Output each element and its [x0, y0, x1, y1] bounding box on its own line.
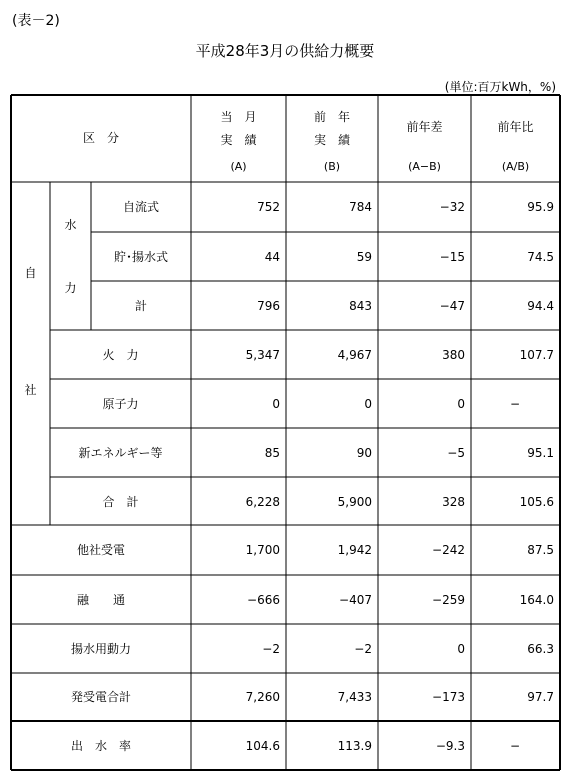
cell-ratio: 87.5: [527, 543, 554, 557]
header-ratio-line1: 前年比: [497, 120, 534, 134]
cell-prev: 5,900: [337, 495, 372, 509]
group-hydro-char1: 水: [64, 218, 77, 232]
row-label-run-of-river: 自流式: [122, 200, 159, 214]
cell-prev: 90: [356, 446, 372, 460]
row-label-interchange: 融 通: [76, 593, 125, 607]
cell-diff: −259: [432, 593, 465, 607]
cell-ratio: 74.5: [527, 250, 554, 264]
unit-note: (単位:百万kWh，%): [444, 80, 556, 94]
cell-ratio: 94.4: [527, 299, 554, 313]
group-own-char1: 自: [24, 266, 37, 280]
cell-ratio: 97.7: [527, 690, 554, 704]
cell-ratio: −: [510, 397, 521, 411]
cell-current: 44: [264, 250, 280, 264]
cell-current: 85: [264, 446, 280, 460]
cell-ratio: 105.6: [519, 495, 554, 509]
cell-prev: −2: [354, 642, 372, 656]
header-prev-line1: 前 年: [313, 110, 350, 124]
cell-current: 1,700: [245, 543, 280, 557]
header-category: 区 分: [82, 131, 119, 145]
table-number: (表－2): [12, 13, 60, 29]
row-label-water-flow-rate: 出 水 率: [70, 739, 131, 753]
cell-diff: −9.3: [435, 739, 465, 753]
header-diff-line3: (A−B): [408, 160, 441, 173]
row-label-pumping-power: 揚水用動力: [70, 642, 131, 656]
cell-diff: 328: [442, 495, 465, 509]
row-label-thermal: 火 力: [102, 348, 139, 362]
row-label-grand-total: 発受電合計: [70, 690, 131, 704]
cell-current: −2: [262, 642, 280, 656]
cell-prev: 0: [364, 397, 372, 411]
cell-diff: −15: [439, 250, 465, 264]
header-ratio-line3: (A/B): [501, 160, 530, 173]
header-diff-line1: 前年差: [406, 120, 443, 134]
group-hydro-char2: 力: [64, 281, 77, 295]
header-prev-line2: 実 績: [313, 133, 350, 147]
cell-ratio: 66.3: [527, 642, 554, 656]
cell-current: 104.6: [245, 739, 280, 753]
cell-current: 0: [272, 397, 280, 411]
cell-current: 6,228: [245, 495, 280, 509]
cell-prev: 113.9: [337, 739, 372, 753]
header-current-line2: 実 績: [220, 133, 257, 147]
header-current-line3: (A): [230, 160, 247, 173]
cell-prev: 784: [349, 200, 372, 214]
cell-ratio: 164.0: [519, 593, 554, 607]
cell-prev: 7,433: [337, 690, 372, 704]
cell-diff: 0: [457, 397, 465, 411]
header-current-line1: 当 月: [220, 110, 257, 124]
cell-diff: 0: [457, 642, 465, 656]
cell-current: −666: [247, 593, 280, 607]
cell-ratio: 95.9: [527, 200, 554, 214]
cell-ratio: 95.1: [527, 446, 554, 460]
cell-diff: −5: [447, 446, 465, 460]
cell-prev: 843: [349, 299, 372, 313]
cell-diff: −173: [432, 690, 465, 704]
cell-prev: 4,967: [337, 348, 372, 362]
cell-current: 796: [257, 299, 280, 313]
row-label-own-total: 合 計: [102, 495, 139, 509]
cell-diff: 380: [442, 348, 465, 362]
cell-diff: −32: [439, 200, 465, 214]
row-label-nuclear: 原子力: [102, 397, 139, 411]
cell-ratio: 107.7: [519, 348, 554, 362]
cell-prev: −407: [339, 593, 372, 607]
cell-prev: 59: [356, 250, 372, 264]
row-label-purchased: 他社受電: [76, 543, 125, 557]
row-label-storage-pumped: 貯･揚水式: [113, 250, 168, 264]
page-title: 平成28年3月の供給力概要: [195, 42, 375, 60]
cell-diff: −242: [432, 543, 465, 557]
cell-current: 7,260: [245, 690, 280, 704]
cell-diff: −47: [439, 299, 465, 313]
cell-ratio: −: [510, 739, 521, 753]
row-label-new-energy: 新エネルギー等: [78, 446, 163, 460]
row-label-hydro-total: 計: [134, 299, 147, 313]
cell-current: 5,347: [245, 348, 280, 362]
cell-prev: 1,942: [337, 543, 372, 557]
group-own-char2: 社: [24, 383, 37, 397]
header-prev-line3: (B): [323, 160, 341, 173]
cell-current: 752: [257, 200, 280, 214]
